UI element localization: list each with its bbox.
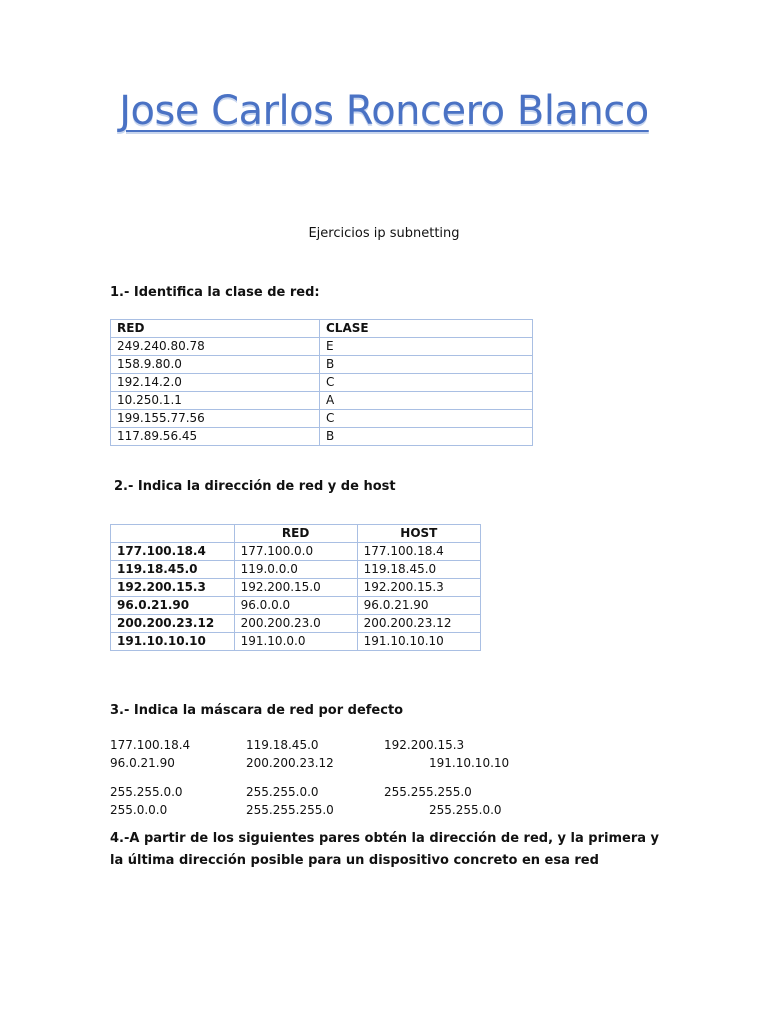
table-cell: 119.0.0.0: [234, 561, 357, 579]
table-row: [111, 428, 533, 446]
document-subtitle: Ejercicios ip subnetting: [308, 226, 460, 241]
column-header: CLASE: [320, 320, 533, 338]
mask-value: 255.255.255.0: [246, 803, 334, 817]
row-label: 200.200.23.12: [111, 615, 235, 633]
table-cell: 96.0.0.0: [234, 597, 357, 615]
table-row: [111, 374, 533, 392]
table-cell: E: [320, 338, 533, 356]
mask-value: 255.255.0.0: [246, 785, 319, 799]
class-table: [110, 319, 533, 446]
table-row: [111, 338, 533, 356]
table-cell: 200.200.23.12: [357, 615, 480, 633]
row-label: 192.200.15.3: [111, 579, 235, 597]
table-cell: 177.100.0.0: [234, 543, 357, 561]
table-cell: 119.18.45.0: [357, 561, 480, 579]
table-cell: 200.200.23.0: [234, 615, 357, 633]
address-value: 119.18.45.0: [246, 738, 319, 752]
table-cell: C: [320, 410, 533, 428]
mask-value: 255.0.0.0: [110, 803, 168, 817]
address-value: 192.200.15.3: [384, 738, 465, 752]
table-cell: 192.200.15.0: [234, 579, 357, 597]
table-row: [111, 561, 481, 579]
table-cell: B: [320, 428, 533, 446]
table-row: [111, 597, 481, 615]
mask-value: 255.255.255.0: [384, 785, 472, 799]
section4-heading: 4.-A partir de los siguientes pares obtén la dirección de red, y la primera y la última dirección posible para un dispositivo concreto en esa red: [110, 831, 660, 868]
table-row: [111, 633, 481, 651]
address-value: 96.0.21.90: [110, 756, 175, 770]
table-cell: 191.10.10.10: [357, 633, 480, 651]
column-header: [111, 525, 235, 543]
row-label: 177.100.18.4: [111, 543, 235, 561]
section2-heading: 2.- Indica la dirección de red y de host: [114, 479, 396, 494]
document-title: Jose Carlos Roncero Blanco: [119, 88, 649, 134]
column-header: RED: [234, 525, 357, 543]
address-value: 191.10.10.10: [429, 756, 510, 770]
section3-heading: 3.- Indica la máscara de red por defecto: [110, 703, 404, 718]
address-value: 200.200.23.12: [246, 756, 334, 770]
row-label: 96.0.21.90: [111, 597, 235, 615]
mask-value: 255.255.0.0: [429, 803, 502, 817]
table-cell: A: [320, 392, 533, 410]
row-label: 191.10.10.10: [111, 633, 235, 651]
table-row: [111, 579, 481, 597]
table-header-row: [111, 320, 533, 338]
table-cell: 158.9.80.0: [111, 356, 320, 374]
table-row: [111, 410, 533, 428]
section1-heading: 1.- Identifica la clase de red:: [110, 285, 320, 300]
table-cell: 117.89.56.45: [111, 428, 320, 446]
table-cell: 249.240.80.78: [111, 338, 320, 356]
table-cell: 177.100.18.4: [357, 543, 480, 561]
table-row: [111, 615, 481, 633]
table-cell: B: [320, 356, 533, 374]
column-header: HOST: [357, 525, 480, 543]
table-cell: C: [320, 374, 533, 392]
table-cell: 10.250.1.1: [111, 392, 320, 410]
table-cell: 191.10.0.0: [234, 633, 357, 651]
table-row: [111, 392, 533, 410]
table-cell: 199.155.77.56: [111, 410, 320, 428]
table-row: [111, 356, 533, 374]
table-header-row: [111, 525, 481, 543]
row-label: 119.18.45.0: [111, 561, 235, 579]
address-value: 177.100.18.4: [110, 738, 191, 752]
table-row: [111, 543, 481, 561]
table-cell: 192.14.2.0: [111, 374, 320, 392]
network-host-table: [110, 524, 481, 651]
mask-value: 255.255.0.0: [110, 785, 183, 799]
table-cell: 96.0.21.90: [357, 597, 480, 615]
table-cell: 192.200.15.3: [357, 579, 480, 597]
column-header: RED: [111, 320, 320, 338]
